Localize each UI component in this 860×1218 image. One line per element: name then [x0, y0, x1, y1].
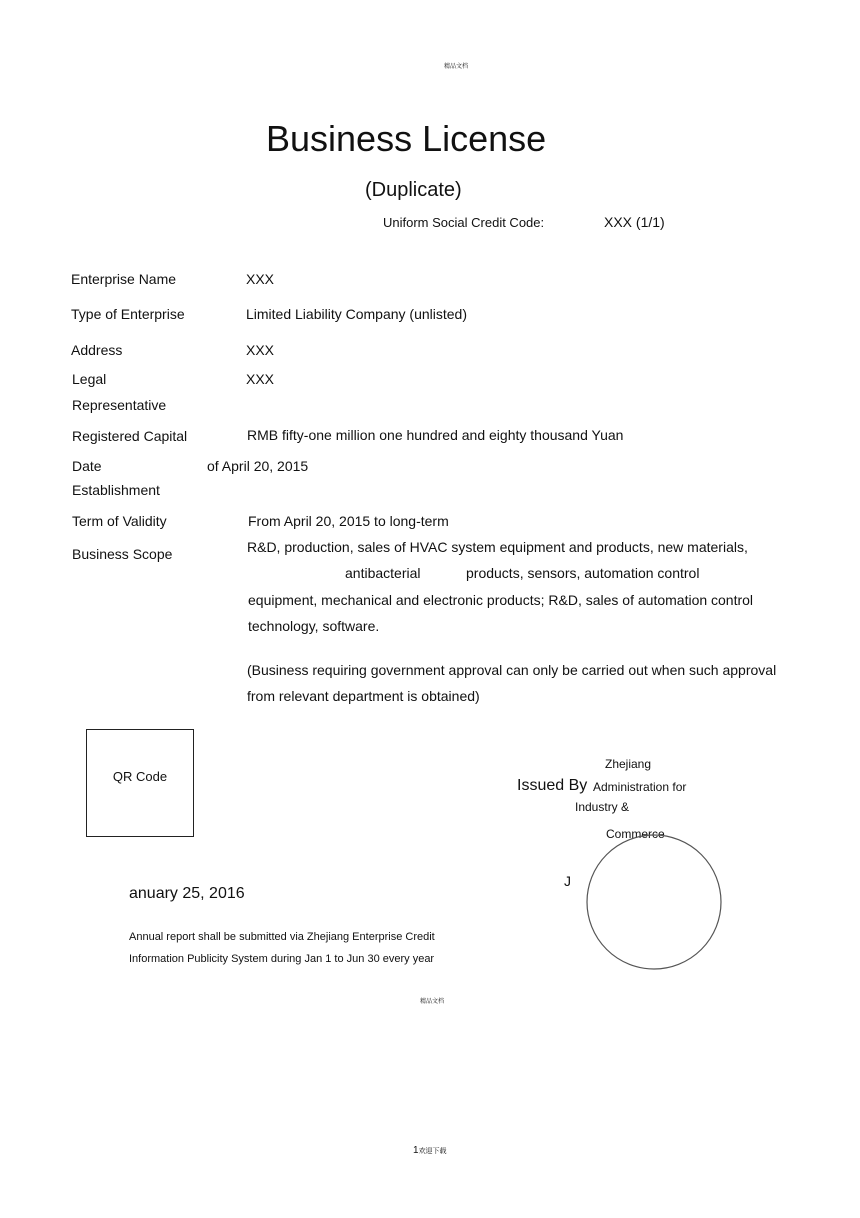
scope-line-3: equipment, mechanical and electronic products; R&D, sales of automation control: [248, 592, 754, 608]
page-footer: [413, 1145, 447, 1156]
validity-label: Term of Validity: [72, 513, 167, 529]
page-number: 1: [413, 1145, 419, 1156]
scope-note-line-1: (Business requiring government approval can only be carried out when such approval: [247, 662, 777, 678]
address-value: XXX: [246, 342, 275, 358]
seal-circle: [587, 835, 721, 969]
footer-watermark: 精品文档: [420, 999, 445, 1005]
credit-code-label: Uniform Social Credit Code:: [383, 215, 545, 230]
header-watermark: 精品文档: [444, 64, 469, 70]
annual-report-line-1: Annual report shall be submitted via Zhejiang Enterprise Credit: [129, 931, 435, 943]
legal-rep-label-line1: Legal: [72, 371, 107, 387]
enterprise-type-value: Limited Liability Company (unlisted): [246, 306, 467, 322]
issuer-line-industry: Industry &: [575, 800, 630, 814]
scope-line-4: technology, software.: [248, 618, 380, 634]
capital-value: RMB fifty-one million one hundred and eighty thousand Yuan: [247, 427, 624, 443]
scope-note-line-2: from relevant department is obtained): [247, 688, 480, 704]
issuer-line-commerce: Commerce: [606, 827, 665, 841]
capital-label: Registered Capital: [72, 428, 188, 444]
credit-code-value: XXX (1/1): [604, 214, 665, 230]
issued-by-label: Issued By: [517, 777, 588, 794]
address-label: Address: [71, 342, 123, 358]
scope-line-2a: antibacterial: [345, 565, 421, 581]
scope-label: Business Scope: [72, 546, 173, 562]
qr-code-box: [86, 729, 194, 837]
issuer-line-top: Zhejiang: [605, 757, 652, 771]
establishment-label-line2: Establishment: [72, 482, 160, 498]
date-prefix-char: J: [564, 873, 571, 889]
official-seal-icon: [586, 834, 724, 972]
legal-rep-label-line2: Representative: [72, 397, 167, 413]
issue-date: anuary 25, 2016: [129, 885, 245, 902]
page-subtitle: (Duplicate): [365, 179, 462, 201]
issuer-line-admin: Administration for: [593, 780, 687, 794]
scope-line-2b: products, sensors, automation control: [466, 565, 700, 581]
validity-value: From April 20, 2015 to long-term: [248, 513, 449, 529]
establishment-label-line1: Date: [72, 458, 102, 474]
qr-code-label: QR Code: [112, 769, 168, 784]
enterprise-name-value: XXX: [246, 271, 275, 287]
legal-rep-value: XXX: [246, 371, 275, 387]
enterprise-type-label: Type of Enterprise: [71, 306, 185, 322]
establishment-value: of April 20, 2015: [207, 458, 309, 474]
download-text: 欢迎下载: [418, 1148, 447, 1155]
annual-report-line-2: Information Publicity System during Jan 1 to Jun 30 every year: [129, 953, 435, 965]
enterprise-name-label: Enterprise Name: [71, 271, 177, 287]
page-title: Business License: [266, 118, 547, 159]
scope-line-1: R&D, production, sales of HVAC system equipment and products, new materials,: [247, 539, 748, 555]
